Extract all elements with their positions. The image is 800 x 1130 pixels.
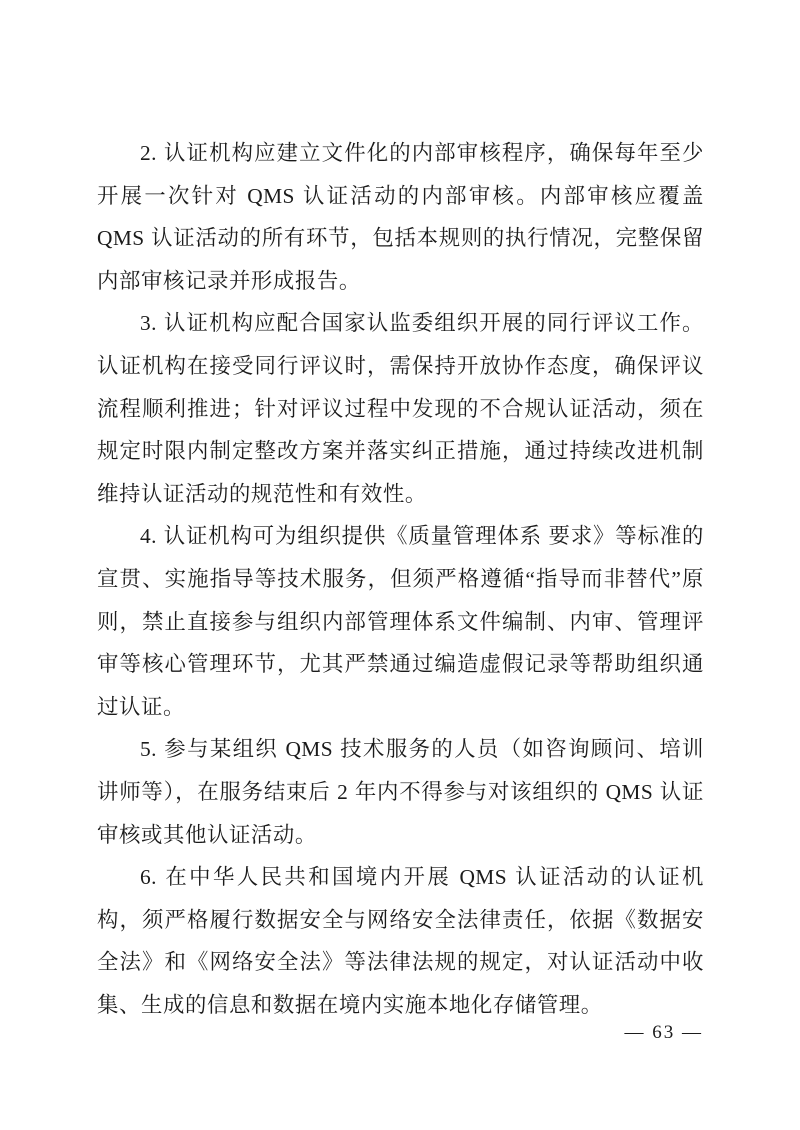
page-number: — 63 — xyxy=(624,1022,703,1043)
paragraph-item-4: 4. 认证机构可为组织提供《质量管理体系 要求》等标准的宣贯、实施指导等技术服务，但须严格遵循“指导而非替代”原则，禁止直接参与组织内部管理体系文件编制、内审、管理评审等核心管理环节，尤其严禁通过编造虚假记录等帮助组织通过认证。 xyxy=(97,524,704,719)
paragraph-item-6: 6. 在中华人民共和国境内开展 QMS 认证活动的认证机构，须严格履行数据安全与网络安全法律责任，依据《数据安全法》和《网络安全法》等法律法规的规定，对认证活动中收集、生成的信息和数据在境内实施本地化存储管理。 xyxy=(97,865,705,1017)
paragraph-item-2: 2. 认证机构应建立文件化的内部审核程序，确保每年至少开展一次针对 QMS 认证活动的内部审核。内部审核应覆盖 QMS 认证活动的所有环节，包括本规则的执行情况，完整保留内部审核记录并形成报告。 xyxy=(97,141,704,293)
document-body xyxy=(97,132,704,1026)
paragraph-item-5: 5. 参与某组织 QMS 技术服务的人员（如咨询顾问、培训讲师等），在服务结束后 2 年内不得参与对该组织的 QMS 认证审核或其他认证活动。 xyxy=(97,737,704,847)
paragraph-item-3: 3. 认证机构应配合国家认监委组织开展的同行评议工作。认证机构在接受同行评议时，需保持开放协作态度，确保评议流程顺利推进；针对评议过程中发现的不合规认证活动，须在规定时限内制定整改方案并落实纠正措施，通过持续改进机制维持认证活动的规范性和有效性。 xyxy=(97,311,704,506)
